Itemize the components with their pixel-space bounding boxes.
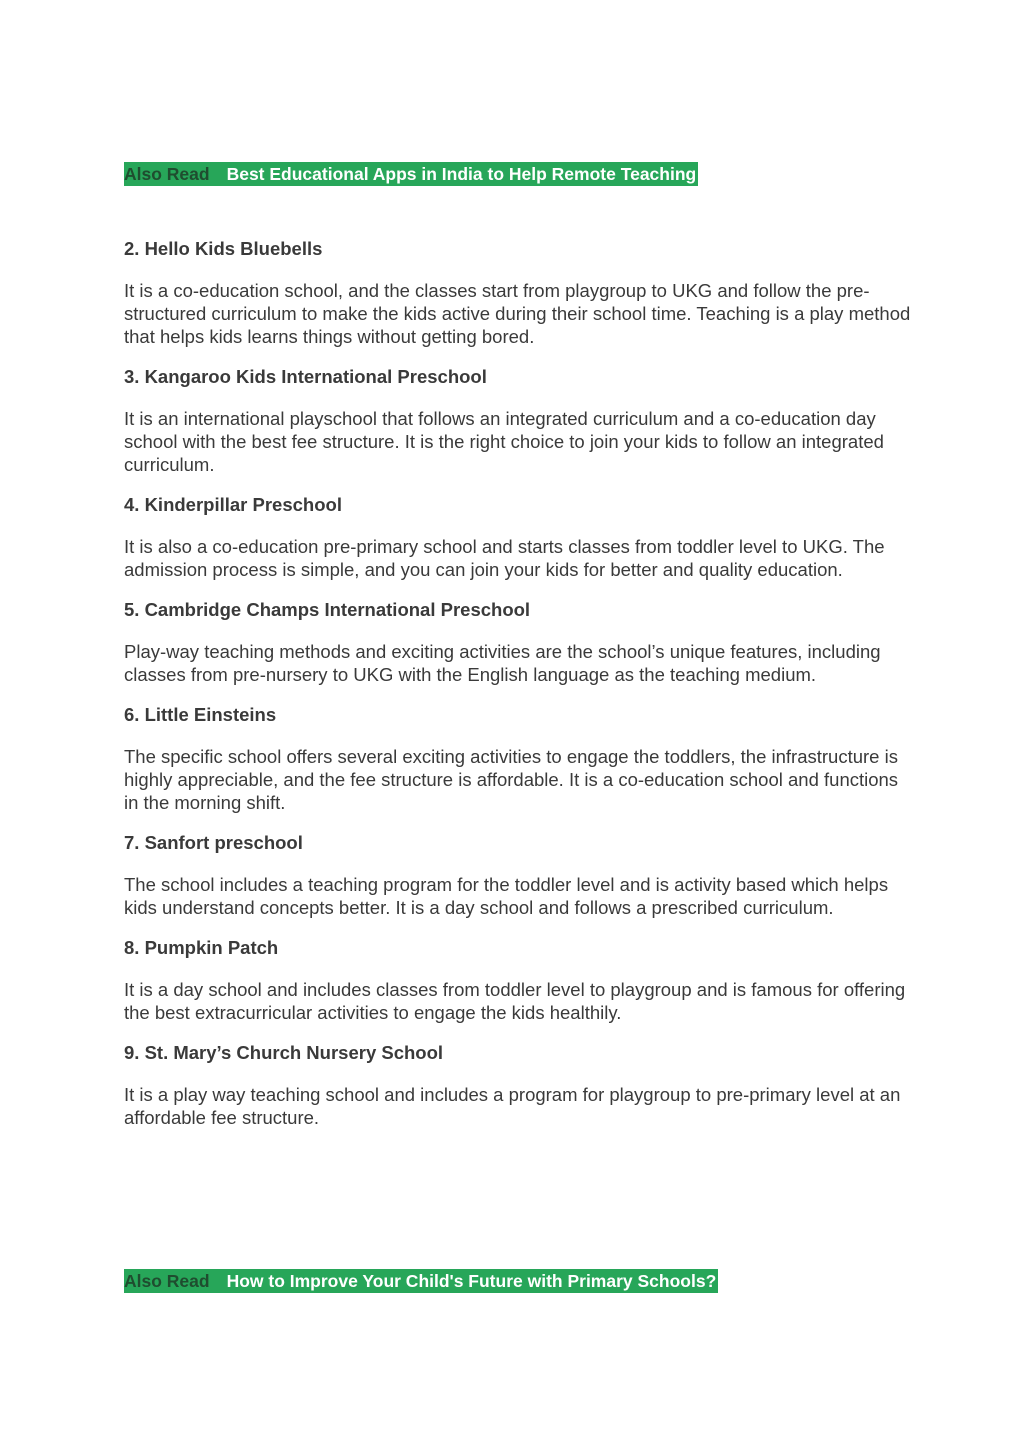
also-read-link[interactable]: How to Improve Your Child's Future with Primary Schools?	[226, 1271, 717, 1291]
item-heading: 2. Hello Kids Bluebells	[124, 238, 323, 259]
item-description: It is a co-education school, and the classes start from playgroup to UKG and follow the pre-structured curriculum to make the kids active during their school time. Teaching is a play method that helps kids learns things without getting bored.	[124, 280, 911, 347]
item-heading: 7. Sanfort preschool	[124, 832, 303, 853]
item-heading: 5. Cambridge Champs International Preschool	[124, 599, 531, 620]
item-description: Play-way teaching methods and exciting activities are the school’s unique features, including classes from pre-nursery to UKG with the English language as the teaching medium.	[124, 641, 881, 685]
item-heading: 6. Little Einsteins	[124, 704, 277, 725]
list-item	[124, 830, 914, 919]
item-description: The school includes a teaching program for the toddler level and is activity based which helps kids understand concepts better. It is a day school and follows a prescribed curriculum.	[124, 874, 889, 918]
also-read-label: Also Read	[124, 1271, 210, 1291]
list-item	[124, 236, 914, 348]
list-item	[124, 935, 914, 1024]
list-item	[124, 492, 914, 581]
item-heading: 4. Kinderpillar Preschool	[124, 494, 342, 515]
item-description: It is an international playschool that follows an integrated curriculum and a co-education day school with the best fee structure. It is the right choice to join your kids to follow an integrated curriculum.	[124, 408, 884, 475]
list-item	[124, 597, 914, 686]
list-item	[124, 1040, 914, 1129]
also-read-link[interactable]: Best Educational Apps in India to Help Remote Teaching	[226, 164, 697, 184]
item-description: The specific school offers several exciting activities to engage the toddlers, the infrastructure is highly appreciable, and the fee structure is affordable. It is a co-education school and functions in the morning shift.	[124, 746, 899, 813]
item-heading: 9. St. Mary’s Church Nursery School	[124, 1042, 444, 1063]
list-item	[124, 364, 914, 476]
item-heading: 3. Kangaroo Kids International Preschool	[124, 366, 487, 387]
item-description: It is also a co-education pre-primary school and starts classes from toddler level to UKG. The admission process is simple, and you can join your kids for better and quality education.	[124, 536, 885, 580]
also-read-banner-top	[124, 162, 698, 186]
item-heading: 8. Pumpkin Patch	[124, 937, 279, 958]
also-read-banner-bottom	[124, 1269, 718, 1293]
item-description: It is a day school and includes classes from toddler level to playgroup and is famous for offering the best extracurricular activities to engage the kids healthily.	[124, 979, 906, 1023]
list-item	[124, 702, 914, 814]
also-read-label: Also Read	[124, 164, 210, 184]
item-description: It is a play way teaching school and includes a program for playgroup to pre-primary level at an affordable fee structure.	[124, 1084, 901, 1128]
school-list	[124, 236, 914, 1129]
